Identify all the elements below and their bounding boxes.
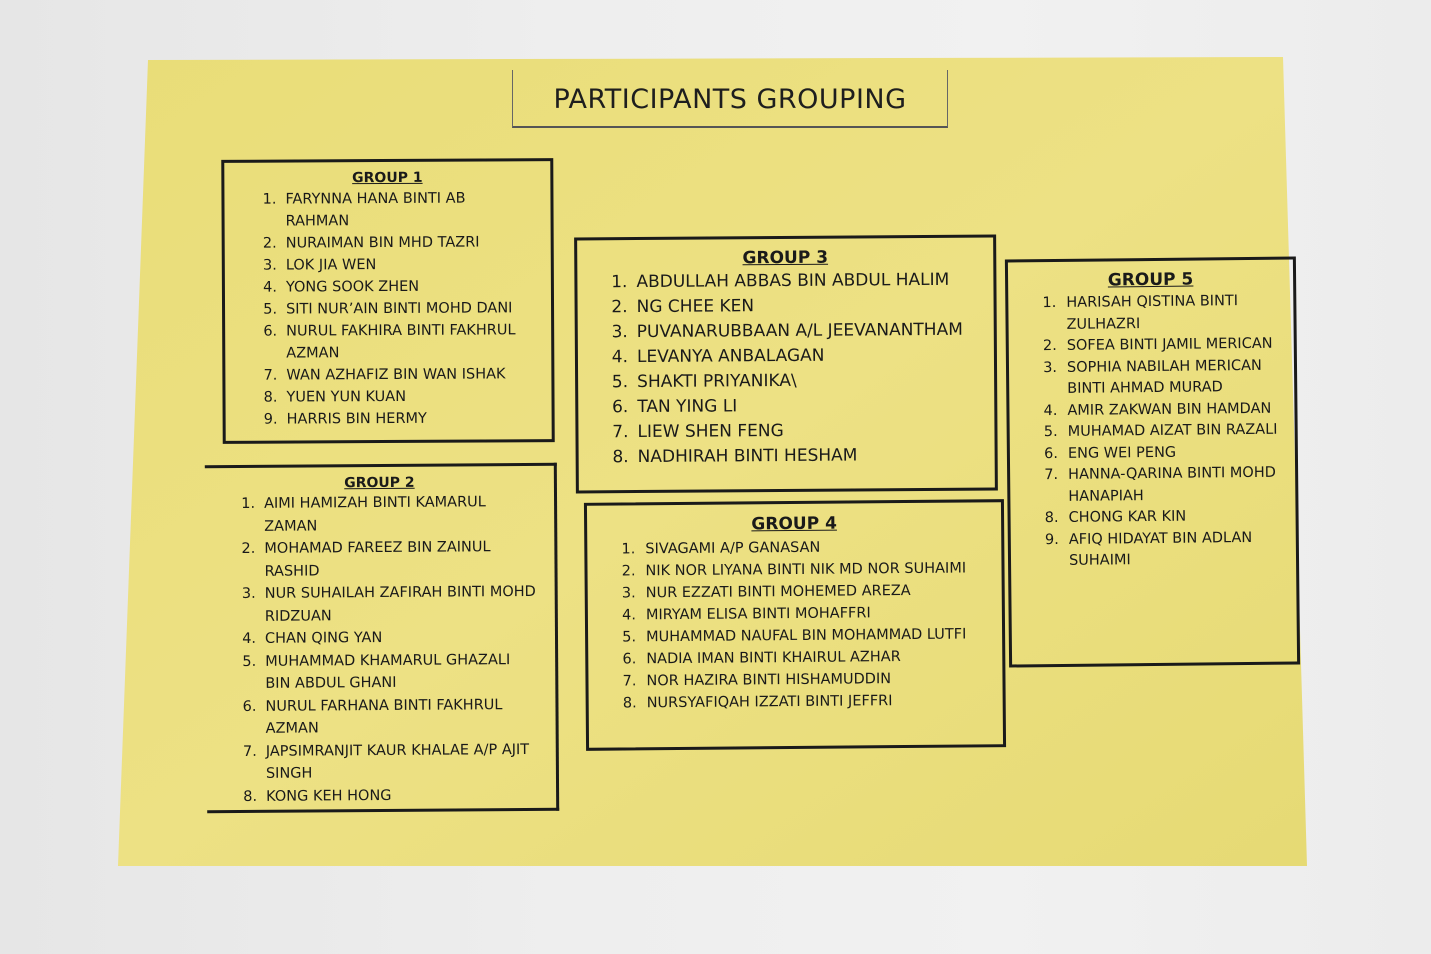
member-number: 2. — [611, 297, 628, 318]
member-number: 4. — [1043, 402, 1058, 419]
member-number: 8. — [263, 389, 278, 406]
member-number: 3. — [621, 585, 636, 602]
member-name: NOR HAZIRA BINTI HISHAMUDDIN — [646, 671, 892, 690]
member-number: 6. — [242, 698, 257, 715]
member-name: ABDULLAH ABBAS BIN ABDUL HALIM — [636, 269, 950, 293]
member-list-item — [255, 231, 551, 255]
member-name: NURUL FAKHIRA BINTI FAKHRUL AZMAN — [286, 322, 516, 362]
member-name: TAN YING LI — [637, 396, 738, 418]
member-name: AIMI HAMIZAH BINTI KAMARUL ZAMAN — [264, 494, 486, 535]
member-number: 7. — [263, 367, 278, 384]
member-number: 8. — [1044, 509, 1059, 527]
member-list-item — [603, 268, 993, 296]
member-number: 2. — [621, 563, 636, 580]
member-name: NUR EZZATI BINTI MOHEMED AREZA — [645, 582, 911, 602]
member-name: KONG KEH HONG — [266, 787, 392, 805]
member-number: 6. — [622, 651, 637, 668]
member-name: JAPSIMRANJIT KAUR KHALAE A/P AJIT SINGH — [265, 741, 530, 782]
member-name: YUEN YUN KUAN — [286, 388, 407, 406]
member-list-item — [1035, 355, 1294, 401]
member-list-item — [1036, 463, 1295, 509]
member-number: 1. — [262, 191, 277, 208]
member-list-item — [256, 407, 552, 431]
member-name: SHAKTI PRIYANIKA\ — [637, 370, 797, 393]
group-4-title: GROUP 4 — [751, 513, 837, 535]
member-list-item — [604, 418, 994, 446]
member-name: SITI NUR’AIN BINTI MOHD DANI — [286, 300, 513, 318]
page-title: PARTICIPANTS GROUPING — [553, 84, 907, 115]
member-name: LIEW SHEN FENG — [637, 421, 784, 443]
member-number: 6. — [611, 397, 629, 418]
member-name: MUHAMAD AIZAT BIN RAZALI — [1067, 421, 1278, 440]
member-name: HARRIS BIN HERMY — [286, 410, 427, 428]
member-name: NURUL FARHANA BINTI FAKHRUL AZMAN — [265, 696, 503, 737]
member-name: NURAIMAN BIN MHD TAZRI — [285, 234, 480, 252]
member-list-item — [604, 368, 994, 396]
group-1-member-list — [224, 187, 551, 431]
group-5-member-list — [1008, 291, 1296, 573]
member-number: 1. — [1042, 294, 1057, 312]
member-list-item — [231, 536, 554, 583]
member-list-item — [1036, 441, 1295, 465]
member-number: 2. — [241, 540, 256, 557]
member-number: 4. — [242, 630, 257, 647]
group-4-member-list — [587, 535, 1003, 715]
member-list-item — [1036, 420, 1295, 444]
member-list-item — [232, 693, 555, 740]
member-name: NADIA IMAN BINTI KHAIRUL AZHAR — [646, 649, 901, 668]
group-2-box — [205, 463, 559, 813]
member-name: HARISAH QISTINA BINTI ZULHAZRI — [1066, 293, 1239, 333]
member-list-item — [254, 187, 550, 233]
group-3-member-list — [577, 268, 994, 471]
group-5-title: GROUP 5 — [1107, 269, 1194, 291]
group-3-box — [574, 235, 998, 494]
member-name: WAN AZHAFIZ BIN WAN ISHAK — [286, 366, 506, 384]
member-list-item — [604, 343, 994, 371]
member-list-item — [1037, 527, 1296, 573]
title-box — [512, 70, 948, 128]
member-name: LEVANYA ANBALAGAN — [636, 345, 825, 368]
member-number: 8. — [622, 695, 637, 712]
member-number: 2. — [262, 235, 277, 252]
member-name: AMIR ZAKWAN BIN HAMDAN — [1067, 400, 1272, 419]
member-number: 3. — [611, 322, 628, 343]
member-number: 5. — [611, 372, 629, 393]
member-name: LOK JIA WEN — [285, 257, 377, 274]
member-number: 3. — [262, 257, 277, 274]
member-number: 5. — [622, 629, 637, 646]
member-name: NADHIRAH BINTI HESHAM — [637, 445, 858, 468]
member-number: 6. — [263, 323, 278, 340]
member-name: AFIQ HIDAYAT BIN ADLAN SUHAIMI — [1068, 529, 1253, 569]
member-list-item — [1035, 334, 1294, 358]
member-name: SOPHIA NABILAH MERICAN BINTI AHMAD MURAD — [1066, 357, 1262, 397]
member-list-item — [604, 393, 994, 421]
member-list-item — [255, 297, 551, 321]
member-list-item — [231, 491, 554, 538]
member-name: MIRYAM ELISA BINTI MOHAFFRI — [645, 605, 871, 624]
member-number: 3. — [241, 585, 256, 602]
member-number: 9. — [263, 411, 278, 428]
member-name: CHAN QING YAN — [264, 629, 383, 647]
member-number: 7. — [622, 673, 637, 690]
member-number: 8. — [243, 788, 258, 805]
member-name: NURSYAFIQAH IZZATI BINTI JEFFRI — [646, 693, 893, 712]
group-1-box — [221, 158, 554, 444]
member-list-item — [233, 783, 556, 808]
member-list-item — [604, 318, 994, 346]
member-name: MUHAMMAD NAUFAL BIN MOHAMMAD LUTFI — [646, 626, 967, 646]
member-number: 4. — [611, 347, 629, 368]
group-5-box — [1005, 256, 1300, 667]
member-list-item — [1036, 506, 1295, 530]
member-name: FARYNNA HANA BINTI AB RAHMAN — [285, 190, 466, 230]
member-number: 4. — [621, 607, 636, 624]
member-number: 5. — [263, 301, 278, 318]
member-number: 1. — [611, 272, 628, 293]
member-name: SIVAGAMI A/P GANASAN — [645, 539, 821, 558]
member-name: HANNA-QARINA BINTI MOHD HANAPIAH — [1068, 464, 1276, 505]
member-list-item — [233, 738, 556, 785]
member-list-item — [255, 275, 551, 299]
member-list-item — [255, 385, 551, 409]
member-number: 3. — [1043, 359, 1058, 376]
member-list-item — [1035, 398, 1294, 422]
member-list-item — [255, 319, 551, 365]
member-number: 2. — [1042, 337, 1057, 355]
member-number: 5. — [242, 653, 257, 670]
member-list-item — [615, 689, 1003, 714]
member-name: CHONG KAR KIN — [1068, 508, 1187, 526]
member-list-item — [605, 443, 995, 471]
member-number: 7. — [1044, 466, 1059, 484]
member-name: NUR SUHAILAH ZAFIRAH BINTI MOHD RIDZUAN — [264, 583, 536, 625]
member-list-item — [232, 648, 555, 695]
group-4-box — [584, 499, 1006, 751]
member-list-item — [255, 253, 551, 277]
member-number: 9. — [1044, 531, 1059, 548]
member-name: ENG WEI PENG — [1067, 444, 1177, 462]
member-list-item — [232, 581, 555, 628]
member-name: PUVANARUBBAAN A/L JEEVANANTHAM — [636, 319, 963, 343]
member-number: 8. — [612, 447, 629, 468]
member-number: 7. — [612, 422, 629, 443]
group-3-title: GROUP 3 — [742, 247, 829, 269]
member-number: 6. — [1043, 445, 1058, 462]
member-name: MUHAMMAD KHAMARUL GHAZALI BIN ABDUL GHANI — [265, 651, 511, 692]
member-name: SOFEA BINTI JAMIL MERICAN — [1066, 335, 1273, 354]
member-number: 4. — [263, 279, 277, 296]
member-number: 1. — [621, 541, 636, 558]
member-number: 7. — [242, 743, 257, 760]
group-2-title: GROUP 2 — [344, 474, 415, 492]
member-name: MOHAMAD FAREEZ BIN ZAINUL RASHID — [264, 539, 491, 580]
member-name: YONG SOOK ZHEN — [285, 278, 420, 296]
member-list-item — [1034, 291, 1293, 337]
member-list-item — [255, 363, 551, 387]
member-number: 1. — [241, 495, 256, 512]
member-name: NIK NOR LIYANA BINTI NIK MD NOR SUHAIMI — [645, 560, 967, 580]
group-1-title: GROUP 1 — [352, 169, 423, 187]
member-name: NG CHEE KEN — [636, 296, 755, 318]
group-2-member-list — [205, 491, 556, 808]
member-list-item — [232, 626, 555, 651]
member-number: 5. — [1043, 423, 1058, 441]
member-list-item — [604, 293, 994, 321]
